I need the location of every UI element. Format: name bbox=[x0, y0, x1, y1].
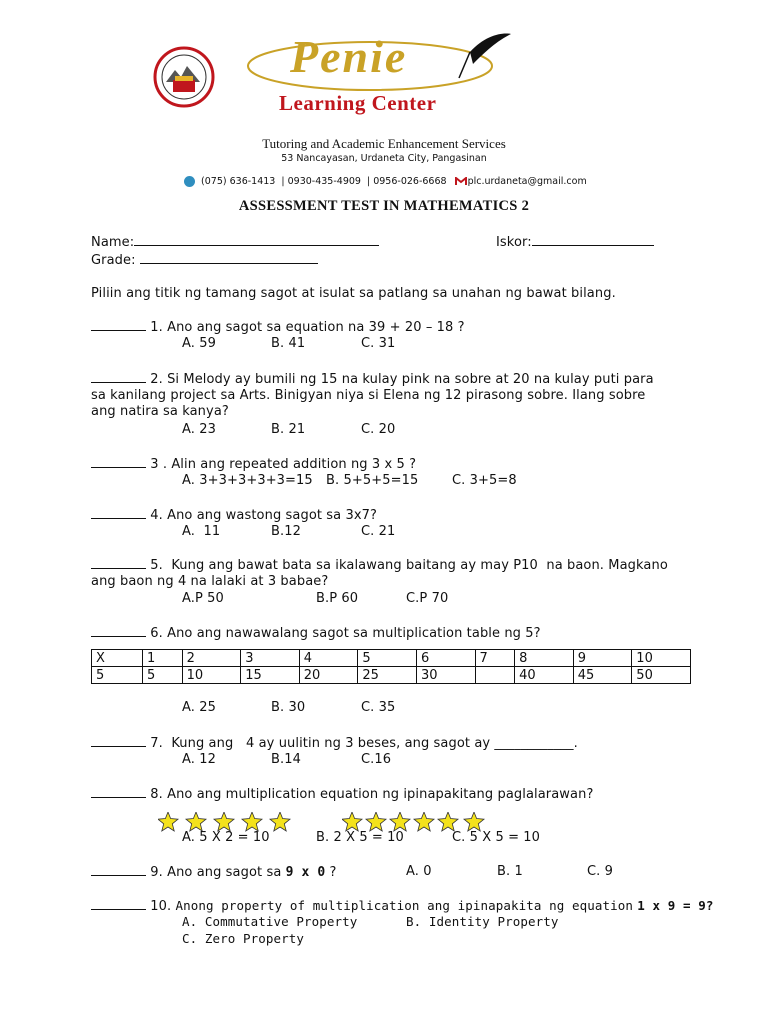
name-blank[interactable] bbox=[134, 234, 379, 246]
score-blank[interactable] bbox=[532, 234, 654, 246]
question-1-number: 1. bbox=[150, 320, 163, 335]
name-label: Name: bbox=[91, 235, 135, 250]
grade-blank[interactable] bbox=[140, 252, 318, 264]
question-2 bbox=[91, 371, 654, 387]
star-icon bbox=[186, 812, 206, 831]
phone-icon bbox=[184, 176, 195, 187]
question-1 bbox=[91, 319, 465, 335]
question-7-text: Kung ang 4 ay uulitin ng 3 beses, ang sagot ay ____________. bbox=[171, 736, 578, 751]
table-cell: 5 bbox=[143, 667, 183, 684]
table-cell: 15 bbox=[241, 667, 300, 684]
q5-choice-b: B.P 60 bbox=[316, 591, 359, 606]
q4-choice-a: A. 11 bbox=[182, 524, 221, 539]
q7-choice-c: C.16 bbox=[361, 752, 392, 767]
q7-choice-a: A. 12 bbox=[182, 752, 216, 767]
table-cell: 5 bbox=[358, 650, 417, 667]
contact-numbers: (075) 636-1413 | 0930-435-4909 | 0956-026-6668 bbox=[201, 176, 447, 187]
page-title: ASSESSMENT TEST IN MATHEMATICS 2 bbox=[238, 198, 530, 214]
q4-choice-b: B.12 bbox=[271, 524, 301, 539]
table-cell: 25 bbox=[358, 667, 417, 684]
table-cell: 50 bbox=[632, 667, 691, 684]
answer-blank-9[interactable] bbox=[91, 864, 146, 876]
q8-choice-b: B. 2 X 5 = 10 bbox=[316, 830, 404, 845]
q10-choice-b: B. Identity Property bbox=[406, 914, 559, 929]
table-cell: X bbox=[92, 650, 143, 667]
star-icon bbox=[242, 812, 262, 831]
question-9 bbox=[91, 864, 337, 880]
q6-choice-b: B. 30 bbox=[271, 700, 306, 715]
q9-choice-b: B. 1 bbox=[497, 864, 523, 879]
question-1-text: Ano ang sagot sa equation na 39 + 20 – 18 ? bbox=[167, 320, 465, 335]
q3-choice-c: C. 3+5=8 bbox=[452, 473, 517, 488]
q4-choice-c: C. 21 bbox=[361, 524, 396, 539]
table-cell: 6 bbox=[416, 650, 475, 667]
q3-choice-a: A. 3+3+3+3+3=15 bbox=[182, 473, 313, 488]
contact-line bbox=[178, 165, 587, 187]
table-cell: 1 bbox=[143, 650, 183, 667]
answer-blank-7[interactable] bbox=[91, 735, 146, 747]
q2-choice-c: C. 20 bbox=[361, 422, 396, 437]
multiplication-table bbox=[91, 649, 691, 684]
question-3-number: 3 . bbox=[150, 457, 168, 472]
q5-choice-c: C.P 70 bbox=[406, 591, 449, 606]
table-cell: 4 bbox=[299, 650, 358, 667]
question-4-number: 4. bbox=[150, 508, 163, 523]
score-field[interactable] bbox=[496, 234, 654, 250]
question-8-text: Ano ang multiplication equation ng ipinapakitang paglalarawan? bbox=[167, 787, 594, 802]
question-4-text: Ano ang wastong sagot sa 3x7? bbox=[167, 508, 378, 523]
question-8-number: 8. bbox=[150, 787, 163, 802]
q5-choice-a: A.P 50 bbox=[182, 591, 224, 606]
question-5 bbox=[91, 557, 668, 573]
question-9-number: 9. bbox=[150, 865, 163, 880]
table-cell: 45 bbox=[573, 667, 632, 684]
question-9-expression: 9 x 0 bbox=[285, 865, 326, 880]
table-cell: 7 bbox=[475, 650, 515, 667]
q6-choice-c: C. 35 bbox=[361, 700, 396, 715]
question-5-line-1: Kung ang bawat bata sa ikalawang baitang ay may P10 na baon. Magkano bbox=[171, 558, 668, 573]
table-row bbox=[92, 667, 691, 684]
table-cell: 10 bbox=[182, 667, 241, 684]
q3-choice-b: B. 5+5+5=15 bbox=[326, 473, 419, 488]
table-cell: 9 bbox=[573, 650, 632, 667]
seal-logo bbox=[153, 46, 215, 108]
table-cell: 2 bbox=[182, 650, 241, 667]
table-cell: 20 bbox=[299, 667, 358, 684]
mail-icon bbox=[455, 177, 467, 186]
question-2-line-3: ang natira sa kanya? bbox=[91, 404, 229, 419]
question-9-text: Ano ang sagot sa bbox=[167, 865, 282, 880]
q10-choice-c: C. Zero Property bbox=[182, 931, 305, 946]
table-cell: 10 bbox=[632, 650, 691, 667]
table-row bbox=[92, 650, 691, 667]
star-icon bbox=[158, 812, 178, 831]
star-group-1 bbox=[158, 812, 298, 832]
brand-name-text: Learning Center bbox=[279, 91, 437, 115]
q2-choice-b: B. 21 bbox=[271, 422, 306, 437]
question-3-text: Alin ang repeated addition ng 3 x 5 ? bbox=[171, 457, 417, 472]
q9-choice-c: C. 9 bbox=[587, 864, 614, 879]
answer-blank-5[interactable] bbox=[91, 557, 146, 569]
question-3 bbox=[91, 456, 416, 472]
name-field[interactable] bbox=[91, 234, 379, 250]
question-6-text: Ano ang nawawalang sagot sa multiplication table ng 5? bbox=[167, 626, 541, 641]
question-9-tail: ? bbox=[329, 865, 337, 880]
table-cell: 8 bbox=[515, 650, 574, 667]
question-2-line-1: Si Melody ay bumili ng 15 na kulay pink na sobre at 20 na kulay puti para bbox=[167, 372, 654, 387]
question-8 bbox=[91, 786, 593, 802]
q1-choice-a: A. 59 bbox=[182, 336, 216, 351]
answer-blank-6[interactable] bbox=[91, 625, 146, 637]
brand-script-text: Penie bbox=[290, 31, 408, 82]
tagline: Tutoring and Academic Enhancement Services bbox=[262, 136, 506, 151]
answer-blank-8[interactable] bbox=[91, 786, 146, 798]
q1-choice-c: C. 31 bbox=[361, 336, 396, 351]
score-label: Iskor: bbox=[496, 235, 532, 250]
question-2-number: 2. bbox=[150, 372, 163, 387]
table-cell: 30 bbox=[416, 667, 475, 684]
answer-blank-10[interactable] bbox=[91, 898, 146, 910]
question-10-equation: 1 x 9 = 9? bbox=[637, 898, 714, 913]
instructions: Piliin ang titik ng tamang sagot at isulat sa patlang sa unahan ng bawat bilang. bbox=[91, 286, 616, 301]
q8-choice-c: C. 5 X 5 = 10 bbox=[452, 830, 541, 845]
star-icon bbox=[214, 812, 234, 831]
q8-choice-a: A. 5 X 2 = 10 bbox=[182, 830, 270, 845]
question-7-number: 7. bbox=[150, 736, 163, 751]
q9-choice-a: A. 0 bbox=[406, 864, 432, 879]
q10-choice-a: A. Commutative Property bbox=[182, 914, 358, 929]
question-6-number: 6. bbox=[150, 626, 163, 641]
q7-choice-b: B.14 bbox=[271, 752, 301, 767]
q1-choice-b: B. 41 bbox=[271, 336, 306, 351]
question-4 bbox=[91, 507, 377, 523]
grade-field[interactable] bbox=[91, 252, 318, 268]
answer-blank-2[interactable] bbox=[91, 371, 146, 383]
email-text: plc.urdaneta@gmail.com bbox=[467, 176, 587, 187]
address: 53 Nancayasan, Urdaneta City, Pangasinan bbox=[281, 153, 487, 164]
question-10 bbox=[91, 898, 714, 914]
table-cell-missing bbox=[475, 667, 515, 684]
table-cell: 3 bbox=[241, 650, 300, 667]
star-group-2 bbox=[342, 812, 506, 832]
question-6 bbox=[91, 625, 541, 641]
question-7 bbox=[91, 735, 578, 751]
question-10-number: 10. bbox=[150, 899, 172, 914]
q2-choice-a: A. 23 bbox=[182, 422, 216, 437]
answer-blank-1[interactable] bbox=[91, 319, 146, 331]
q6-choice-a: A. 25 bbox=[182, 700, 216, 715]
answer-blank-4[interactable] bbox=[91, 507, 146, 519]
star-icon bbox=[270, 812, 290, 831]
table-cell: 40 bbox=[515, 667, 574, 684]
question-10-text: Anong property of multiplication ang ipinapakita ng equation bbox=[175, 898, 633, 913]
answer-blank-3[interactable] bbox=[91, 456, 146, 468]
question-5-line-2: ang baon ng 4 na lalaki at 3 babae? bbox=[91, 574, 329, 589]
table-cell: 5 bbox=[92, 667, 143, 684]
question-2-line-2: sa kanilang project sa Arts. Binigyan niya si Elena ng 12 pirasong sobre. Ilang sobre bbox=[91, 388, 646, 403]
question-5-number: 5. bbox=[150, 558, 163, 573]
grade-label: Grade: bbox=[91, 253, 136, 268]
